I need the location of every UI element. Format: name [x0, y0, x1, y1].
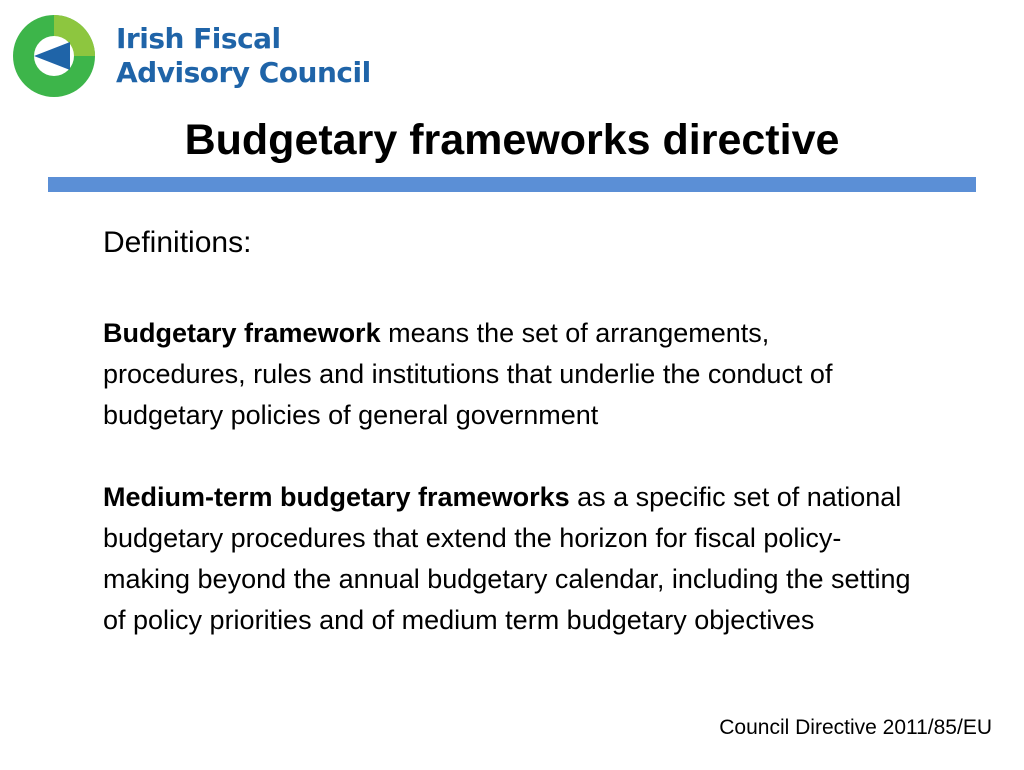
- section-heading: Definitions:: [103, 226, 252, 259]
- ifac-logo-mark: [12, 14, 96, 98]
- definition-budgetary-framework: [103, 313, 913, 436]
- logo-line-1: Irish Fiscal: [116, 22, 281, 55]
- definition-text: as a specific set of national budgetary procedures that extend the horizon for fiscal policy-making beyond the annual budgetary calendar, including the setting of policy priorities and of medium term budgetary objectives: [103, 482, 911, 635]
- logo-wordmark: [116, 22, 371, 90]
- definition-term: Budgetary framework: [103, 318, 381, 348]
- logo-line-2: Advisory Council: [116, 56, 371, 89]
- definition-text: means the set of arrangements, procedures, rules and institutions that underlie the conduct of budgetary policies of general government: [103, 318, 833, 430]
- definition-medium-term-frameworks: [103, 477, 913, 641]
- definition-term: Medium-term budgetary frameworks: [103, 482, 570, 512]
- title-divider: [48, 177, 976, 192]
- ifac-logo: [12, 14, 372, 98]
- slide-title: Budgetary frameworks directive: [184, 116, 840, 164]
- source-citation: Council Directive 2011/85/EU: [719, 716, 992, 739]
- slide-body: [103, 222, 913, 682]
